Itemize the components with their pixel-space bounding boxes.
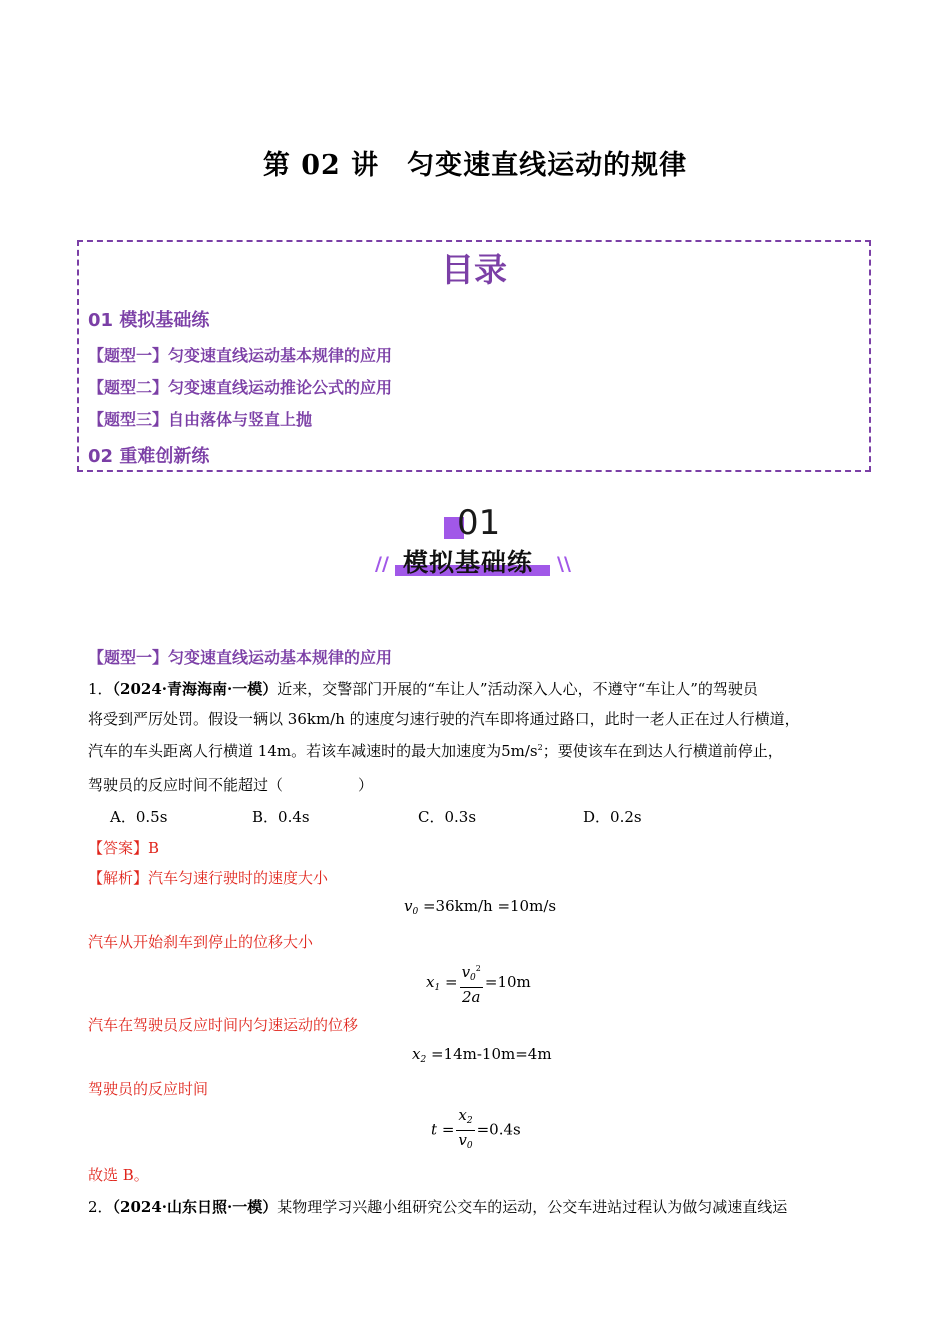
option-d[interactable]: D．0.2s	[583, 808, 642, 826]
eq-symbol: x	[426, 973, 435, 991]
eq-subscript: 0	[470, 973, 476, 983]
question-text: 某物理学习兴趣小组研究公交车的运动，公交车进站过程认为做匀减速直线运	[277, 1198, 788, 1216]
analysis-line-4: 驾驶员的反应时间	[88, 1080, 209, 1098]
eq-numerator: x	[458, 1106, 467, 1124]
eq-denominator: v	[458, 1131, 467, 1149]
question-2-line-1	[88, 1196, 787, 1217]
table-of-contents	[77, 240, 871, 472]
equation-2: $x_1$ = $\frac{v_0^2}{2a}$ =10m	[426, 960, 531, 1006]
question-source: （2024·山东日照·一模）	[112, 1198, 278, 1216]
toc-item[interactable]: 【题型二】匀变速直线运动推论公式的应用	[88, 378, 393, 397]
answer-value: B	[148, 839, 160, 857]
question-number: 1．	[88, 680, 113, 698]
eq-subscript: 0	[466, 1141, 473, 1151]
question-text: 汽车的车头距离人行横道 14m。若该车减速时的最大加速度为	[88, 742, 502, 760]
toc-item[interactable]: 【题型一】匀变速直线运动基本规律的应用	[88, 346, 393, 365]
eq-symbol: x	[412, 1045, 421, 1063]
question-1-line-3	[88, 740, 783, 761]
answer-label: 【答案】	[88, 839, 149, 857]
eq-subscript: 2	[466, 1116, 473, 1126]
option-a[interactable]: A．0.5s	[110, 808, 168, 826]
question-text: ；要使该车在到达人行横道前停止，	[542, 742, 783, 760]
analysis-line-1	[88, 867, 328, 888]
eq-symbol: v	[404, 897, 413, 915]
toc-item[interactable]: 【题型三】自由落体与竖直上抛	[88, 410, 313, 429]
answer	[88, 837, 159, 858]
question-number: 2．	[88, 1198, 113, 1216]
banner-title: 模拟基础练	[403, 548, 534, 577]
eq-rest: =0.4s	[476, 1120, 521, 1139]
eq-rest: =36km/h =10m/s	[418, 897, 557, 915]
eq-denominator: 2a	[461, 988, 481, 1006]
eq-subscript: 1	[434, 983, 441, 993]
question-text: 近来，交警部门开展的“车让人”活动深入人心，不遵守“车让人”的驾驶员	[277, 680, 758, 698]
eq-rest: =14m-10m=4m	[426, 1045, 552, 1063]
toc-item[interactable]: 01 模拟基础练	[88, 310, 210, 331]
analysis-text: 汽车匀速行驶时的速度大小	[148, 869, 329, 887]
banner-right-slashes: \\	[557, 553, 571, 575]
section-heading: 【题型一】匀变速直线运动基本规律的应用	[88, 648, 393, 667]
acceleration-value: 5m/s	[501, 742, 538, 760]
equation-3	[412, 1045, 552, 1065]
toc-item[interactable]: 02 重难创新练	[88, 446, 210, 467]
question-1-line-2: 将受到严厉处罚。假设一辆以 36km/h 的速度匀速行驶的汽车即将通过路口，此时一老人正在过人行横道，	[88, 710, 800, 728]
eq-rest: =10m	[484, 973, 531, 991]
analysis-line-2: 汽车从开始刹车到停止的位移大小	[88, 933, 314, 951]
eq-subscript: 2	[420, 1055, 427, 1065]
question-source: （2024·青海海南·一模）	[112, 680, 278, 698]
section-banner	[375, 505, 575, 585]
banner-left-slashes: //	[375, 553, 389, 575]
option-c[interactable]: C．0.3s	[418, 808, 477, 826]
conclusion: 故选 B。	[88, 1166, 149, 1184]
eq-fraction	[460, 960, 483, 1006]
page-title: 第 02 讲 匀变速直线运动的规律	[262, 150, 688, 181]
equation-1	[404, 897, 556, 917]
banner-number: 01	[457, 503, 501, 543]
eq-subscript: 0	[412, 907, 419, 917]
eq-symbol: t	[431, 1120, 438, 1139]
analysis-line-3: 汽车在驾驶员反应时间内匀速运动的位移	[88, 1016, 359, 1034]
analysis-label: 【解析】	[88, 869, 149, 887]
question-1-line-1	[88, 678, 758, 699]
eq-exponent: 2	[475, 964, 481, 973]
equation-4: t = $\frac{x_2}{v_0}$ =0.4s	[431, 1106, 521, 1155]
acceleration-exponent: 2	[537, 743, 543, 752]
eq-numerator: v	[461, 963, 471, 981]
question-1-line-4: 驾驶员的反应时间不能超过（ ）	[88, 776, 374, 794]
option-b[interactable]: B．0.4s	[252, 808, 310, 826]
eq-fraction	[456, 1106, 474, 1155]
toc-heading: 目录	[441, 250, 507, 289]
